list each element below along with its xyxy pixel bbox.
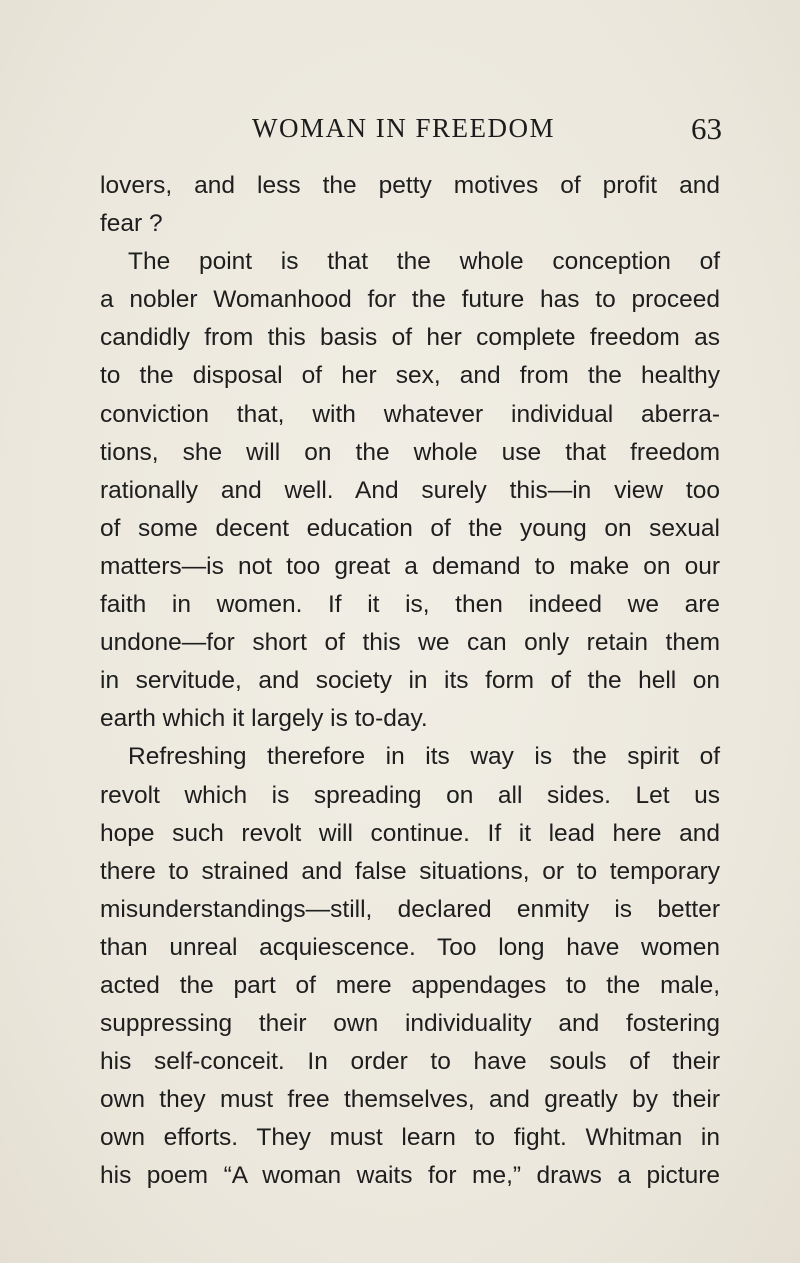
page-header bbox=[0, 113, 800, 153]
text-line: own efforts. They must learn to fight. Whitman in bbox=[100, 1124, 720, 1152]
text-line: of some decent education of the young on sexual bbox=[100, 514, 720, 542]
text-line: than unreal acquiescence. Too long have women bbox=[100, 933, 720, 961]
text-line: earth which it largely is to-day. bbox=[100, 705, 428, 733]
text-line: conviction that, with whatever individual aberra- bbox=[100, 400, 720, 428]
text-line: lovers, and less the petty motives of profit and bbox=[100, 172, 720, 199]
text-line: faith in women. If it is, then indeed we are bbox=[100, 591, 720, 619]
text-line: tions, she will on the whole use that freedom bbox=[100, 438, 720, 466]
text-line: hope such revolt will continue. If it lead here and bbox=[100, 819, 720, 847]
text-line: his poem “A woman waits for me,” draws a picture bbox=[100, 1162, 720, 1190]
running-head: WOMAN IN FREEDOM bbox=[252, 113, 555, 143]
text-line: a nobler Womanhood for the future has to proceed bbox=[100, 286, 720, 314]
text-line: Refreshing therefore in its way is the spirit of bbox=[128, 743, 720, 771]
text-line: undone—for short of this we can only retain them bbox=[100, 629, 720, 657]
text-line: in servitude, and society in its form of the hell on bbox=[100, 667, 720, 695]
body-text bbox=[100, 167, 720, 1196]
text-line: suppressing their own individuality and fostering bbox=[100, 1010, 720, 1038]
text-line: fear ? bbox=[100, 210, 163, 238]
text-line: The point is that the whole conception of bbox=[128, 248, 720, 276]
text-line: there to strained and false situations, or to temporary bbox=[100, 857, 720, 885]
text-line: acted the part of mere appendages to the male, bbox=[100, 971, 720, 999]
text-line: matters—is not too great a demand to make on our bbox=[100, 552, 720, 580]
text-line: revolt which is spreading on all sides. Let us bbox=[100, 781, 720, 809]
text-line: to the disposal of her sex, and from the healthy bbox=[100, 362, 720, 390]
page-number: 63 bbox=[691, 111, 722, 146]
text-line: rationally and well. And surely this—in view too bbox=[100, 476, 720, 504]
text-line: misunderstandings—still, declared enmity is better bbox=[100, 895, 720, 923]
text-line: his self-conceit. In order to have souls of their bbox=[100, 1048, 720, 1076]
text-line: candidly from this basis of her complete freedom as bbox=[100, 324, 720, 352]
text-line: own they must free themselves, and greatly by their bbox=[100, 1086, 720, 1114]
